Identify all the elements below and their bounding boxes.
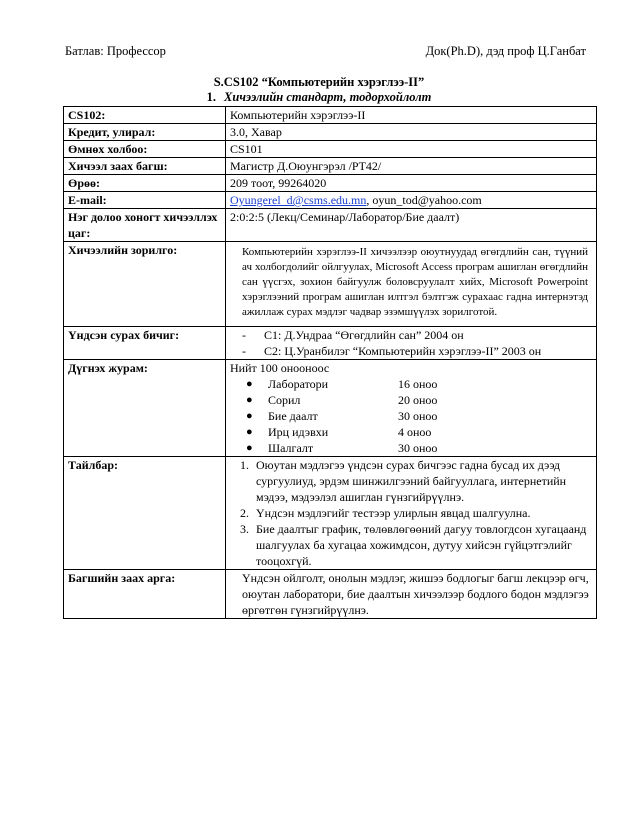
- textbook-item: [230, 327, 592, 343]
- grade-component: Шалгалт: [268, 441, 314, 455]
- objective-text: Компьютерийн хэрэглээ-II хичээлээр оюутнуудад өгөгдлийн сан, түүний ач холбогдолийг ойлгуулах, Microsoft Access програм ашиглан өгөгдлийн сан үүсгэх, зохион байгуулж боловсруулалт хийх, Microsoft Powerpoint хэрэглээний програм ашиглан илтгэл бэлтгэж сурахаас гадна интернэтэд ажиллаж сурах мэдлэг чадвар эзэмшүүлэх зорилготой.: [242, 246, 588, 318]
- bullet-icon: ●: [246, 426, 253, 438]
- grading-intro: Нийт 100 оноонoос: [230, 361, 330, 375]
- table-row: [64, 327, 597, 360]
- list-item: [230, 440, 592, 456]
- row-label: Өмнөх холбоо:: [64, 141, 226, 158]
- row-label: Кредит, улирал:: [64, 124, 226, 141]
- row-label: Хичээлийн зорилго:: [64, 242, 226, 327]
- approved-by: Батлав: Профессор: [65, 44, 166, 58]
- grade-points: 4 оноо: [398, 425, 432, 439]
- section-heading: [0, 90, 638, 105]
- dash-marker: -: [242, 344, 246, 358]
- note-text: Үндсэн мэдлэгийг тестээр улирлын явцад шалгуулна.: [256, 506, 531, 520]
- row-value: [226, 360, 597, 457]
- row-value: Магистр Д.Оюунгэрэл /PT42/: [226, 158, 597, 175]
- table-row: [64, 141, 597, 158]
- table-row: [64, 457, 597, 570]
- method-text: Үндсэн ойлголт, онолын мэдлэг, жишээ бодлогыг багш лекцээр өгч, оюутан лаборатори, бие даалтын хичээлээр бодлого бодон мэдлэгээ өргөтгөн гүнзгийрүүлнэ.: [242, 571, 589, 617]
- row-value: Компьютерийн хэрэглээ-II: [226, 107, 597, 124]
- row-value: CS101: [226, 141, 597, 158]
- grade-points: 30 оноо: [398, 409, 438, 423]
- email-secondary: , oyun_tod@yahoo.com: [366, 193, 482, 207]
- row-label: Нэг долоо хоногт хичээллэх цаг:: [64, 209, 226, 242]
- textbook-item: [230, 343, 592, 359]
- note-text: Оюутан мэдлэгээ үндсэн сурах бичгээс гадна бусад их дээд сургуулиуд, эрдэм шинжилгээний байгууллага, интернетийн мэдээ, мэдээлэл ашиглан гүнзгийрүүлнэ.: [256, 458, 567, 504]
- course-title: S.CS102 “Компьютерийн хэрэглээ-II”: [213, 75, 425, 89]
- grade-component: Лаборатори: [268, 377, 329, 391]
- grade-component: Бие даалт: [268, 409, 318, 423]
- textbook-text: С1: Д.Ундраа “Өгөгдлийн сан” 2004 он: [264, 328, 464, 342]
- row-label: Багшийн заах арга:: [64, 570, 226, 619]
- row-value: 3.0, Хавар: [226, 124, 597, 141]
- list-item: [230, 376, 592, 392]
- grade-points: 16 оноо: [398, 377, 438, 391]
- row-value: [226, 570, 597, 619]
- section-title: Хичээлийн стандарт, тодорхойлолт: [224, 90, 432, 104]
- grade-component: Ирц идэвхи: [268, 425, 329, 439]
- bullet-icon: ●: [246, 378, 253, 390]
- bullet-icon: ●: [246, 442, 253, 454]
- row-label: Тайлбар:: [64, 457, 226, 570]
- table-row: [64, 360, 597, 457]
- row-value: 2:0:2:5 (Лекц/Семинар/Лаборатор/Бие даалт): [226, 209, 597, 242]
- bullet-icon: ●: [246, 394, 253, 406]
- row-value: [226, 242, 597, 327]
- textbook-text: С2: Ц.Уранбилэг “Компьютерийн хэрэглээ-II” 2003 он: [264, 344, 542, 358]
- row-label: Дүгнэх журам:: [64, 360, 226, 457]
- note-number: 2.: [240, 506, 249, 520]
- row-value: [226, 192, 597, 209]
- row-label: Өрөө:: [64, 175, 226, 192]
- grade-component: Сорил: [268, 393, 301, 407]
- table-row: [64, 192, 597, 209]
- row-value: 209 тоот, 99264020: [226, 175, 597, 192]
- table-row: [64, 158, 597, 175]
- note-number: 1.: [240, 458, 249, 472]
- list-item: [230, 521, 592, 569]
- note-number: 3.: [240, 522, 249, 536]
- row-label: E-mail:: [64, 192, 226, 209]
- email-link[interactable]: Oyungerel_d@csms.edu.mn: [230, 193, 367, 207]
- table-row: [64, 107, 597, 124]
- course-table: [63, 106, 597, 619]
- row-value: [226, 457, 597, 570]
- table-row: [64, 570, 597, 619]
- note-text: Бие даалтыг график, төлөвлөгөөний дагуу товлогдсон хугацаанд шалгуулах ба хугацаа хожимдсон, дутуу хийсэн гүйцэтгэлийг тооцохгүй.: [256, 522, 587, 568]
- approver-name: Док(Ph.D), дэд проф Ц.Ганбат: [425, 44, 586, 58]
- page-header: [65, 44, 586, 60]
- grade-points: 30 оноо: [398, 441, 438, 455]
- bullet-icon: ●: [246, 410, 253, 422]
- row-label: Хичээл заах багш:: [64, 158, 226, 175]
- list-item: [230, 408, 592, 424]
- dash-marker: -: [242, 328, 246, 342]
- table-row: [64, 175, 597, 192]
- list-item: [230, 392, 592, 408]
- list-item: [230, 424, 592, 440]
- grade-points: 20 оноо: [398, 393, 438, 407]
- row-label: Үндсэн сурах бичиг:: [64, 327, 226, 360]
- row-label: CS102:: [64, 107, 226, 124]
- table-row: [64, 209, 597, 242]
- section-number: 1.: [206, 90, 217, 104]
- list-item: [230, 457, 592, 505]
- table-row: [64, 242, 597, 327]
- row-value: [226, 327, 597, 360]
- table-row: [64, 124, 597, 141]
- grading-list: [230, 376, 592, 456]
- list-item: [230, 505, 592, 521]
- notes-list: [230, 457, 592, 569]
